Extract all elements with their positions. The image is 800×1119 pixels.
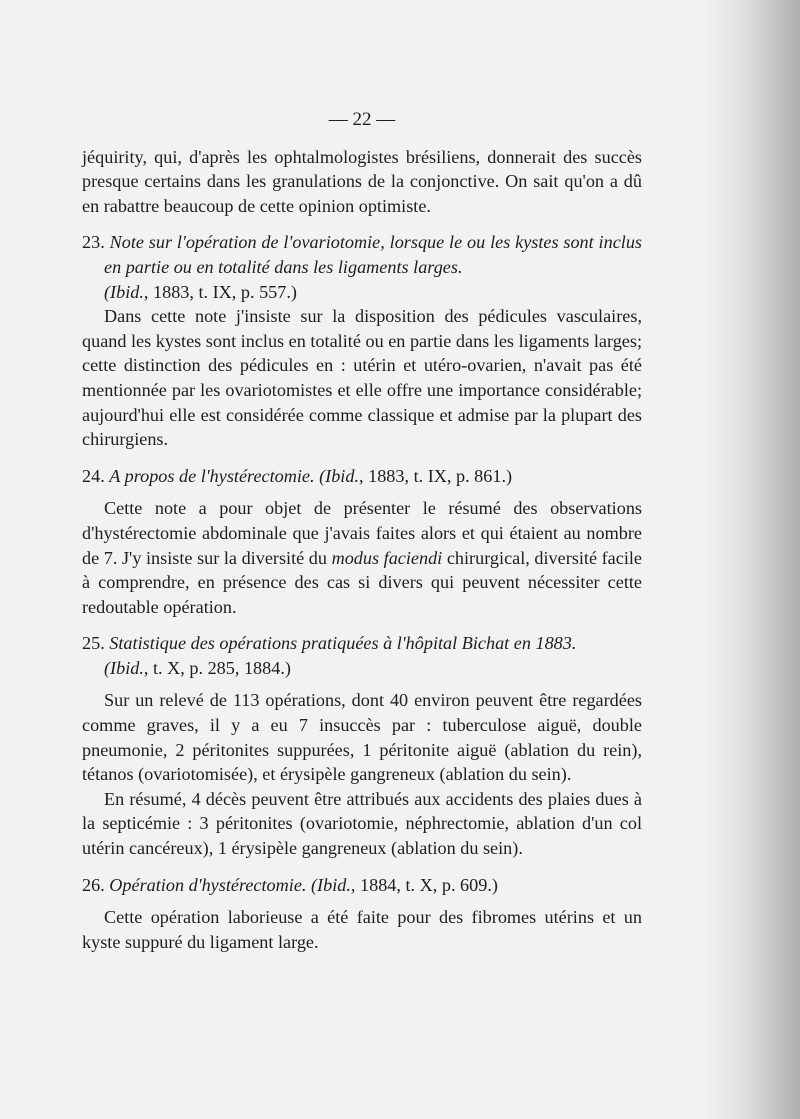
intro-paragraph: jéquirity, qui, d'après les ophtalmologistes brésiliens, donnerait des succès presque certains dans les granulations de la conjonctive. On sait qu'on a dû en rabattre beaucoup de cette opinion optimiste.: [82, 146, 642, 216]
entry-24: [82, 464, 642, 620]
entry-23: [82, 230, 642, 451]
entry-paragraph: Dans cette note j'insiste sur la disposition des pédicules vasculaires, quand les kystes sont inclus en totalité ou en partie dans les ligaments larges; cette distinction des pédicules en : utérin et utéro-ovarien, n'avait pas été mentionnée par les ovariotomistes et elle offre une importance considérable; aujourd'hui elle est considérée comme classique et admise par la plupart des chirurgiens.: [82, 306, 642, 450]
entry-title: Statistique des opérations pratiquées à l'hôpital Bichat en 1883.: [109, 633, 577, 654]
entry-26: [82, 873, 642, 955]
entry-reference-italic: (Ibid.: [311, 874, 351, 895]
entry-paragraph: Cette note a pour objet de présenter le résumé des observations d'hystérectomie abdominale que j'avais faites alors et qui étaient au nombre de 7. J'y insiste sur la diversité du modus faciendi chirurgical, diversité facile à comprendre, en présence des cas si divers qui peuvent nécessiter cette redoutable opération.: [82, 498, 642, 617]
entry-title: A propos de l'hystérectomie.: [109, 465, 315, 486]
page-number: — 22 —: [328, 109, 396, 130]
entry-heading: [82, 464, 642, 489]
entry-heading: [82, 230, 642, 279]
entry-reference: , 1884, t. X, p. 609.): [350, 874, 498, 895]
entry-number: 26.: [82, 874, 105, 895]
entry-paragraph: En résumé, 4 décès peuvent être attribués aux accidents des plaies dues à la septicémie : 3 péritonites (ovariotomie, néphrectomie, ablation d'un col utérin cancéreux), 1 érysipèle gangreneux (ablation du sein).: [82, 788, 642, 859]
entry-paragraph: Cette opération laborieuse a été faite pour des fibromes utérins et un kyste suppuré du ligament large.: [82, 907, 642, 952]
entry-reference: , 1883, t. IX, p. 861.): [359, 465, 513, 486]
entry-paragraph: Sur un relevé de 113 opérations, dont 40 environ peuvent être regardées comme graves, il y a eu 7 insuccès par : tuberculose aiguë, double pneumonie, 2 péritonites suppurées, 1 péritonite aiguë (ablation du rein), tétanos (ovariotomisée), et érysipèle gangreneux (ablation du sein).: [82, 690, 642, 785]
entry-number: 23.: [82, 232, 105, 253]
entry-number: 25.: [82, 633, 105, 654]
entry-heading: [82, 631, 642, 656]
entry-heading: [82, 873, 642, 898]
entry-title: Note sur l'opération de l'ovariotomie, lorsque le ou les kystes sont inclus en partie ou en totalité dans les ligaments larges.: [104, 232, 643, 277]
entry-reference: (Ibid., 1883, t. IX, p. 557.): [104, 281, 297, 302]
entry-reference-italic: (Ibid.: [319, 465, 359, 486]
entry-reference: (Ibid., t. X, p. 285, 1884.): [104, 657, 291, 678]
entry-title: Opération d'hystérectomie.: [109, 874, 307, 895]
entry-25: [82, 631, 642, 860]
document-page: [82, 108, 642, 954]
page-edge-shadow: [705, 0, 800, 1119]
entry-number: 24.: [82, 465, 105, 486]
